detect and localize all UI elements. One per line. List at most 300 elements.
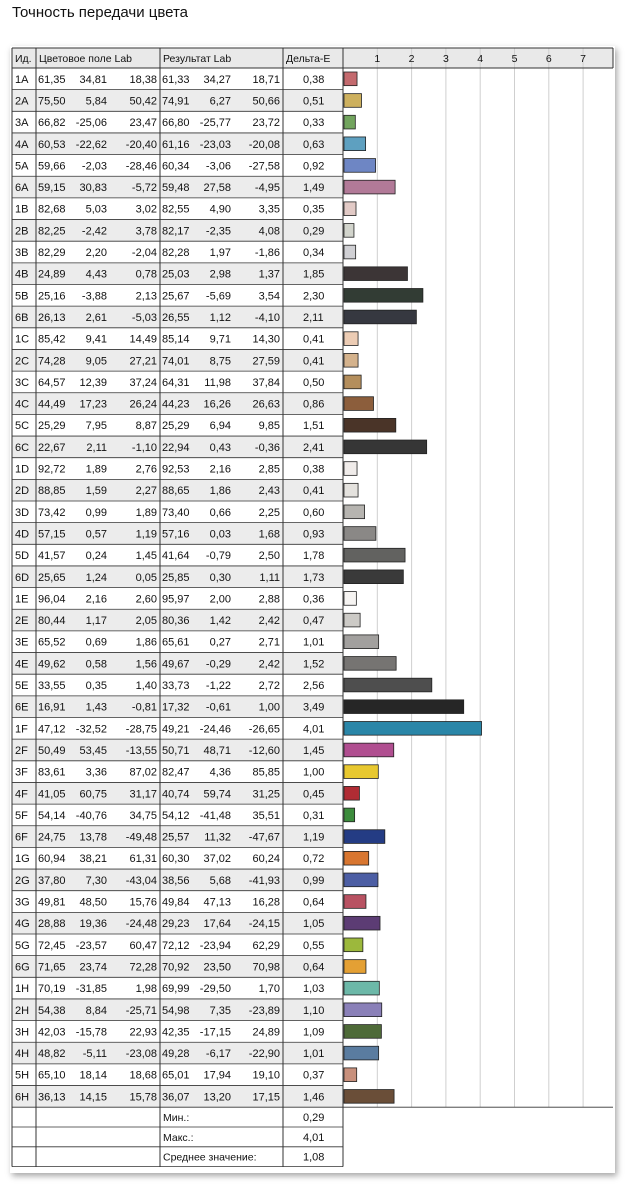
result-l: 25,29 bbox=[162, 420, 190, 433]
result-l: 57,16 bbox=[162, 528, 190, 541]
delta-e-bar bbox=[344, 592, 356, 606]
field-b: -24,48 bbox=[125, 918, 157, 931]
result-b: 1,68 bbox=[258, 528, 280, 541]
field-a: -3,88 bbox=[81, 290, 107, 303]
result-b: 2,88 bbox=[258, 593, 280, 606]
delta-e-value: 0,41 bbox=[303, 485, 325, 498]
result-l: 49,67 bbox=[162, 658, 190, 671]
delta-e-bar bbox=[344, 873, 378, 887]
result-b: 35,51 bbox=[252, 809, 280, 822]
delta-e-value: 1,01 bbox=[303, 636, 325, 649]
result-b: -20,08 bbox=[248, 138, 280, 151]
delta-e-bar bbox=[344, 1003, 382, 1017]
delta-e-bar bbox=[344, 851, 369, 865]
result-a: 11,98 bbox=[204, 376, 231, 389]
result-l: 50,71 bbox=[162, 744, 190, 757]
delta-e-bar bbox=[344, 332, 358, 346]
result-a: -6,17 bbox=[205, 1048, 231, 1061]
row-id: 1F bbox=[15, 723, 28, 736]
field-l: 54,14 bbox=[38, 809, 66, 822]
delta-e-value: 1,01 bbox=[303, 1048, 325, 1061]
field-a: 3,36 bbox=[85, 766, 107, 779]
result-a: 0,43 bbox=[209, 441, 231, 454]
field-a: -23,57 bbox=[75, 939, 107, 952]
x-tick-label: 6 bbox=[545, 53, 552, 65]
result-b: 2,43 bbox=[258, 485, 280, 498]
delta-e-bar bbox=[344, 159, 376, 173]
result-l: 41,64 bbox=[162, 550, 190, 563]
delta-e-value: 0,38 bbox=[303, 463, 325, 476]
delta-e-bar bbox=[344, 1090, 394, 1104]
delta-e-value: 1,03 bbox=[303, 983, 325, 996]
result-l: 69,99 bbox=[162, 983, 190, 996]
result-b: 3,54 bbox=[258, 290, 280, 303]
delta-e-bar bbox=[344, 137, 366, 151]
result-a: -1,22 bbox=[205, 680, 231, 693]
delta-e-value: 2,41 bbox=[303, 441, 325, 454]
result-a: 0,03 bbox=[209, 528, 231, 541]
delta-e-value: 1,85 bbox=[303, 268, 325, 281]
delta-e-bar bbox=[344, 786, 359, 800]
row-id: 2C bbox=[15, 355, 30, 368]
result-a: -23,03 bbox=[199, 138, 231, 151]
result-a: 2,00 bbox=[209, 593, 231, 606]
field-b: -20,40 bbox=[125, 138, 157, 151]
result-l: 38,56 bbox=[162, 874, 190, 887]
result-b: -41,93 bbox=[248, 874, 280, 887]
result-l: 74,01 bbox=[162, 355, 190, 368]
field-a: 18,14 bbox=[79, 1069, 107, 1082]
delta-e-table-chart bbox=[10, 46, 615, 1173]
summary-label: Макс.: bbox=[163, 1131, 194, 1144]
field-l: 82,29 bbox=[38, 247, 66, 260]
result-a: 9,71 bbox=[209, 333, 231, 346]
result-a: 2,98 bbox=[209, 268, 231, 281]
field-b: 37,24 bbox=[129, 376, 157, 389]
field-l: 59,66 bbox=[38, 160, 66, 173]
field-l: 24,75 bbox=[38, 831, 66, 844]
delta-e-value: 0,41 bbox=[303, 355, 325, 368]
result-l: 82,28 bbox=[162, 247, 190, 260]
header-id: Ид. bbox=[15, 53, 32, 65]
delta-e-value: 0,51 bbox=[303, 95, 325, 108]
delta-e-value: 0,86 bbox=[303, 398, 325, 411]
result-a: 48,71 bbox=[203, 744, 231, 757]
field-l: 82,68 bbox=[38, 203, 66, 216]
delta-e-value: 0,33 bbox=[303, 117, 325, 130]
field-b: 22,93 bbox=[129, 1026, 157, 1039]
page-title: Точность передачи цвета bbox=[12, 4, 189, 21]
field-b: 1,89 bbox=[135, 506, 157, 519]
field-b: -5,03 bbox=[131, 311, 157, 324]
result-b: 1,00 bbox=[258, 701, 280, 714]
result-l: 44,23 bbox=[162, 398, 190, 411]
result-a: -29,50 bbox=[199, 983, 231, 996]
field-b: 2,13 bbox=[135, 290, 157, 303]
result-l: 88,65 bbox=[162, 485, 190, 498]
result-b: 3,35 bbox=[258, 203, 280, 216]
result-b: 19,10 bbox=[252, 1069, 280, 1082]
result-l: 74,91 bbox=[162, 95, 190, 108]
x-tick-label: 2 bbox=[408, 53, 415, 65]
result-a: 17,94 bbox=[203, 1069, 231, 1082]
row-id: 3D bbox=[15, 506, 30, 519]
summary-value: 0,29 bbox=[303, 1112, 325, 1125]
field-l: 25,16 bbox=[38, 290, 66, 303]
result-a: -41,48 bbox=[199, 809, 231, 822]
result-a: 13,20 bbox=[203, 1091, 231, 1104]
result-l: 25,57 bbox=[162, 831, 190, 844]
header-delta-e: Дельта-E bbox=[286, 53, 331, 65]
row-id: 3A bbox=[15, 117, 29, 130]
delta-e-bar bbox=[344, 289, 423, 303]
delta-e-value: 0,38 bbox=[303, 73, 325, 86]
field-a: 13,78 bbox=[79, 831, 107, 844]
result-b: -4,10 bbox=[254, 311, 280, 324]
result-l: 70,92 bbox=[162, 961, 190, 974]
delta-e-bar bbox=[344, 505, 365, 519]
field-l: 41,05 bbox=[38, 788, 66, 801]
result-a: 1,86 bbox=[209, 485, 231, 498]
delta-e-value: 0,64 bbox=[303, 896, 325, 909]
result-b: -0,36 bbox=[254, 441, 280, 454]
field-b: -23,08 bbox=[125, 1048, 157, 1061]
result-b: -27,58 bbox=[248, 160, 280, 173]
delta-e-bar bbox=[344, 657, 396, 671]
field-a: 9,41 bbox=[85, 333, 107, 346]
delta-e-value: 0,50 bbox=[303, 376, 325, 389]
delta-e-bar bbox=[344, 440, 427, 454]
delta-e-value: 0,64 bbox=[303, 961, 325, 974]
x-tick-label: 3 bbox=[442, 53, 449, 65]
delta-e-bar bbox=[344, 527, 376, 541]
row-id: 1A bbox=[15, 73, 29, 86]
result-l: 65,01 bbox=[162, 1069, 190, 1082]
result-b: 9,85 bbox=[258, 420, 280, 433]
field-a: 1,17 bbox=[85, 615, 107, 628]
delta-e-value: 1,49 bbox=[303, 182, 325, 195]
field-b: 3,02 bbox=[135, 203, 157, 216]
result-b: 37,84 bbox=[252, 376, 280, 389]
row-id: 1E bbox=[15, 593, 29, 606]
result-a: -0,79 bbox=[205, 550, 231, 563]
row-id: 5E bbox=[15, 680, 29, 693]
result-l: 82,55 bbox=[162, 203, 190, 216]
field-l: 70,19 bbox=[38, 983, 66, 996]
result-l: 82,47 bbox=[162, 766, 190, 779]
delta-e-value: 1,19 bbox=[303, 831, 325, 844]
result-a: 1,12 bbox=[209, 311, 231, 324]
field-a: 30,83 bbox=[79, 182, 107, 195]
field-b: 23,47 bbox=[129, 117, 157, 130]
field-a: 2,61 bbox=[85, 311, 107, 324]
field-a: 0,58 bbox=[85, 658, 107, 671]
field-l: 16,91 bbox=[38, 701, 66, 714]
field-l: 96,04 bbox=[38, 593, 66, 606]
row-id: 4D bbox=[15, 528, 30, 541]
result-b: 2,42 bbox=[258, 615, 280, 628]
result-b: 27,59 bbox=[252, 355, 280, 368]
field-a: 38,21 bbox=[79, 853, 107, 866]
delta-e-value: 0,92 bbox=[303, 160, 325, 173]
row-id: 4C bbox=[15, 398, 30, 411]
result-l: 82,17 bbox=[162, 225, 190, 238]
field-l: 36,13 bbox=[38, 1091, 66, 1104]
field-a: 48,50 bbox=[79, 896, 107, 909]
field-l: 60,94 bbox=[38, 853, 66, 866]
result-a: -5,69 bbox=[205, 290, 231, 303]
result-b: 2,85 bbox=[258, 463, 280, 476]
field-a: -22,62 bbox=[75, 138, 107, 151]
summary-value: 1,08 bbox=[303, 1151, 325, 1164]
result-l: 95,97 bbox=[162, 593, 190, 606]
field-b: 1,19 bbox=[135, 528, 157, 541]
field-a: -5,11 bbox=[82, 1048, 107, 1061]
row-id: 2H bbox=[15, 1004, 30, 1017]
result-b: 85,85 bbox=[252, 766, 280, 779]
result-a: 7,35 bbox=[209, 1004, 231, 1017]
field-b: 2,60 bbox=[135, 593, 157, 606]
result-b: 1,37 bbox=[258, 268, 280, 281]
row-id: 3C bbox=[15, 376, 30, 389]
row-id: 2D bbox=[15, 485, 30, 498]
field-b: 15,78 bbox=[129, 1091, 157, 1104]
field-a: 4,43 bbox=[85, 268, 107, 281]
row-id: 6B bbox=[15, 311, 29, 324]
result-b: 1,11 bbox=[259, 571, 280, 584]
delta-e-value: 2,56 bbox=[303, 680, 325, 693]
result-b: 2,72 bbox=[258, 680, 280, 693]
result-b: 31,25 bbox=[252, 788, 280, 801]
result-a: -0,29 bbox=[205, 658, 231, 671]
delta-e-value: 0,45 bbox=[303, 788, 325, 801]
field-l: 37,80 bbox=[38, 874, 66, 887]
field-a: 23,74 bbox=[79, 961, 107, 974]
field-b: 3,78 bbox=[135, 225, 157, 238]
delta-e-bar bbox=[344, 375, 361, 389]
row-id: 5C bbox=[15, 420, 30, 433]
field-b: -1,10 bbox=[131, 441, 157, 454]
result-l: 60,30 bbox=[162, 853, 190, 866]
delta-e-bar bbox=[344, 1046, 379, 1060]
field-a: 0,69 bbox=[85, 636, 107, 649]
field-a: -2,42 bbox=[81, 225, 107, 238]
field-l: 80,44 bbox=[38, 615, 66, 628]
result-l: 65,61 bbox=[162, 636, 190, 649]
row-id: 5D bbox=[15, 550, 30, 563]
field-b: 61,31 bbox=[129, 853, 157, 866]
delta-e-value: 1,52 bbox=[303, 658, 325, 671]
field-l: 83,61 bbox=[38, 766, 66, 779]
result-b: -22,90 bbox=[248, 1048, 280, 1061]
field-l: 72,45 bbox=[38, 939, 66, 952]
field-a: -32,52 bbox=[75, 723, 107, 736]
delta-e-value: 0,63 bbox=[303, 138, 325, 151]
result-a: 4,90 bbox=[209, 203, 231, 216]
result-l: 72,12 bbox=[162, 939, 190, 952]
header-field-lab: Цветовое поле Lab bbox=[39, 53, 133, 65]
result-l: 36,07 bbox=[162, 1091, 190, 1104]
field-l: 66,82 bbox=[38, 117, 66, 130]
delta-e-value: 0,34 bbox=[303, 247, 325, 260]
field-a: 2,11 bbox=[86, 441, 107, 454]
x-tick-label: 7 bbox=[580, 53, 587, 65]
delta-e-bar bbox=[344, 1068, 357, 1082]
field-a: 8,84 bbox=[85, 1004, 107, 1017]
field-b: 2,27 bbox=[135, 485, 157, 498]
field-l: 41,57 bbox=[38, 550, 66, 563]
delta-e-bar bbox=[344, 765, 378, 779]
delta-e-value: 0,72 bbox=[303, 853, 325, 866]
field-l: 25,65 bbox=[38, 571, 66, 584]
result-b: 2,50 bbox=[258, 550, 280, 563]
delta-e-bar bbox=[344, 722, 482, 736]
field-a: -31,85 bbox=[75, 983, 107, 996]
field-b: -49,48 bbox=[125, 831, 157, 844]
result-a: -17,15 bbox=[199, 1026, 231, 1039]
field-a: 34,81 bbox=[79, 73, 107, 86]
field-l: 64,57 bbox=[38, 376, 66, 389]
result-l: 49,84 bbox=[162, 896, 190, 909]
row-id: 6C bbox=[15, 441, 30, 454]
delta-e-value: 2,30 bbox=[303, 290, 325, 303]
field-l: 48,82 bbox=[38, 1048, 66, 1061]
delta-e-value: 0,41 bbox=[303, 333, 325, 346]
delta-e-bar bbox=[344, 960, 366, 974]
delta-e-bar bbox=[344, 678, 432, 692]
result-b: 62,29 bbox=[252, 939, 280, 952]
row-id: 6H bbox=[15, 1091, 30, 1104]
delta-e-value: 0,29 bbox=[303, 225, 325, 238]
row-id: 3G bbox=[15, 896, 30, 909]
result-a: 4,36 bbox=[209, 766, 231, 779]
result-b: 17,15 bbox=[252, 1091, 280, 1104]
field-l: 47,12 bbox=[38, 723, 66, 736]
delta-e-value: 1,10 bbox=[303, 1004, 325, 1017]
field-a: 2,16 bbox=[85, 593, 107, 606]
field-b: -2,04 bbox=[131, 247, 157, 260]
row-id: 5B bbox=[15, 290, 29, 303]
delta-e-value: 0,55 bbox=[303, 939, 325, 952]
delta-e-value: 1,51 bbox=[303, 420, 325, 433]
field-b: 34,75 bbox=[129, 809, 157, 822]
result-l: 73,40 bbox=[162, 506, 190, 519]
delta-e-value: 2,11 bbox=[303, 311, 324, 324]
delta-e-bar bbox=[344, 245, 356, 259]
field-b: 60,47 bbox=[129, 939, 157, 952]
summary-value: 4,01 bbox=[303, 1131, 325, 1144]
delta-e-bar bbox=[344, 462, 357, 476]
field-l: 42,03 bbox=[38, 1026, 66, 1039]
delta-e-value: 0,60 bbox=[303, 506, 325, 519]
field-a: -2,03 bbox=[81, 160, 107, 173]
field-b: 0,78 bbox=[135, 268, 157, 281]
delta-e-bar bbox=[344, 635, 379, 649]
row-id: 2B bbox=[15, 225, 29, 238]
result-b: -47,67 bbox=[248, 831, 280, 844]
result-a: 6,27 bbox=[209, 95, 231, 108]
result-l: 29,23 bbox=[162, 918, 190, 931]
field-b: 0,05 bbox=[135, 571, 157, 584]
result-b: 60,24 bbox=[252, 853, 280, 866]
row-id: 1D bbox=[15, 463, 30, 476]
result-l: 54,98 bbox=[162, 1004, 190, 1017]
delta-e-value: 1,78 bbox=[303, 550, 325, 563]
result-l: 49,21 bbox=[162, 723, 190, 736]
delta-e-bar bbox=[344, 418, 396, 432]
result-b: -12,60 bbox=[248, 744, 280, 757]
field-a: -25,06 bbox=[75, 117, 107, 130]
result-b: -1,86 bbox=[254, 247, 280, 260]
result-l: 92,53 bbox=[162, 463, 190, 476]
result-a: 1,97 bbox=[209, 247, 231, 260]
field-l: 28,88 bbox=[38, 918, 66, 931]
field-b: -13,55 bbox=[125, 744, 157, 757]
field-l: 65,52 bbox=[38, 636, 66, 649]
field-a: 0,99 bbox=[85, 506, 107, 519]
result-a: 5,68 bbox=[209, 874, 231, 887]
row-id: 4A bbox=[15, 138, 29, 151]
field-a: 1,43 bbox=[85, 701, 107, 714]
field-a: 14,15 bbox=[79, 1091, 107, 1104]
field-b: 72,28 bbox=[129, 961, 157, 974]
delta-e-bar bbox=[344, 72, 357, 86]
field-a: 53,45 bbox=[79, 744, 107, 757]
field-a: 5,84 bbox=[85, 95, 107, 108]
result-l: 66,80 bbox=[162, 117, 190, 130]
field-b: -25,71 bbox=[125, 1004, 157, 1017]
field-b: 50,42 bbox=[129, 95, 157, 108]
result-l: 33,73 bbox=[162, 680, 190, 693]
x-tick-label: 4 bbox=[477, 53, 484, 65]
delta-e-bar bbox=[344, 808, 355, 822]
row-id: 2A bbox=[15, 95, 29, 108]
field-l: 74,28 bbox=[38, 355, 66, 368]
field-l: 26,13 bbox=[38, 311, 66, 324]
result-b: -26,65 bbox=[248, 723, 280, 736]
result-l: 64,31 bbox=[162, 376, 190, 389]
field-b: -5,72 bbox=[131, 182, 157, 195]
result-b: 16,28 bbox=[252, 896, 280, 909]
result-b: 24,89 bbox=[252, 1026, 280, 1039]
result-a: 34,27 bbox=[203, 73, 231, 86]
delta-e-value: 1,05 bbox=[303, 918, 325, 931]
result-l: 85,14 bbox=[162, 333, 190, 346]
result-b: -23,89 bbox=[248, 1004, 280, 1017]
field-b: 15,76 bbox=[129, 896, 157, 909]
result-l: 25,03 bbox=[162, 268, 190, 281]
result-a: -0,61 bbox=[205, 701, 231, 714]
delta-e-bar bbox=[344, 548, 405, 562]
delta-e-bar bbox=[344, 353, 358, 367]
field-b: -0,81 bbox=[131, 701, 157, 714]
delta-e-value: 0,37 bbox=[303, 1069, 325, 1082]
row-id: 6D bbox=[15, 571, 30, 584]
result-a: -25,77 bbox=[199, 117, 231, 130]
field-l: 50,49 bbox=[38, 744, 66, 757]
result-a: -23,94 bbox=[199, 939, 231, 952]
delta-e-bar bbox=[344, 743, 394, 757]
field-a: 9,05 bbox=[85, 355, 107, 368]
field-b: 2,05 bbox=[135, 615, 157, 628]
result-l: 61,33 bbox=[162, 73, 190, 86]
result-b: 23,72 bbox=[252, 117, 280, 130]
row-id: 3H bbox=[15, 1026, 30, 1039]
field-a: 0,57 bbox=[85, 528, 107, 541]
result-b: 70,98 bbox=[252, 961, 280, 974]
delta-e-bar bbox=[344, 483, 358, 497]
result-b: 2,71 bbox=[258, 636, 280, 649]
